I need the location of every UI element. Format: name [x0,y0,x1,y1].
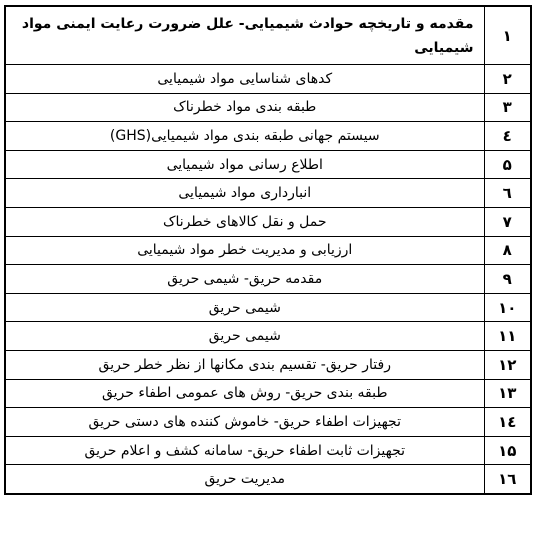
row-topic: حمل و نقل کالاهای خطرناک [5,207,484,236]
row-topic: انبارداری مواد شیمیایی [5,179,484,208]
row-topic: سیستم جهانی طبقه بندی مواد شیمیایی(GHS) [5,122,484,151]
row-number: ۱۲ [484,350,531,379]
row-topic: مدیریت حریق [5,465,484,494]
table-row [5,236,531,265]
row-number: ۵ [484,150,531,179]
table-row [5,122,531,151]
row-number: ١٤ [484,408,531,437]
row-number: ۱۰ [484,293,531,322]
table-row [5,93,531,122]
row-topic: شیمی حریق [5,293,484,322]
table-row [5,465,531,494]
table-row [5,408,531,437]
row-topic: ارزیابی و مدیریت خطر مواد شیمیایی [5,236,484,265]
row-number: ۷ [484,207,531,236]
row-number: ٤ [484,122,531,151]
row-number: ۱ [484,6,531,65]
table-row [5,150,531,179]
row-number: ٦ [484,179,531,208]
row-topic: طبقه بندی مواد خطرناک [5,93,484,122]
row-number: ۲ [484,65,531,94]
table-row [5,6,531,65]
table-row [5,179,531,208]
row-topic: رفتار حریق- تقسیم بندی مکانها از نظر خطر حریق [5,350,484,379]
row-number: ۳ [484,93,531,122]
course-topics-table [4,5,532,495]
row-topic: طبقه بندی حریق- روش های عمومی اطفاء حریق [5,379,484,408]
row-number: ۱۵ [484,436,531,465]
table-row [5,322,531,351]
row-number: ۱٦ [484,465,531,494]
row-number: ۸ [484,236,531,265]
row-number: ۹ [484,265,531,294]
table-row [5,379,531,408]
row-topic: تجهیزات ثابت اطفاء حریق- سامانه کشف و اعلام حریق [5,436,484,465]
row-number: ۱۳ [484,379,531,408]
row-topic: اطلاع رسانی مواد شیمیایی [5,150,484,179]
table-row [5,350,531,379]
row-topic: کدهای شناسایی مواد شیمیایی [5,65,484,94]
table-row [5,293,531,322]
row-topic: شیمی حریق [5,322,484,351]
row-topic: تجهیزات اطفاء حریق- خاموش کننده های دستی حریق [5,408,484,437]
row-topic: مقدمه و تاریخچه حوادث شیمیایی- علل ضرورت رعایت ایمنی مواد شیمیایی [5,6,484,65]
table-row [5,265,531,294]
table-row [5,207,531,236]
table-row [5,65,531,94]
row-number: ۱۱ [484,322,531,351]
table-row [5,436,531,465]
row-topic: مقدمه حریق- شیمی حریق [5,265,484,294]
